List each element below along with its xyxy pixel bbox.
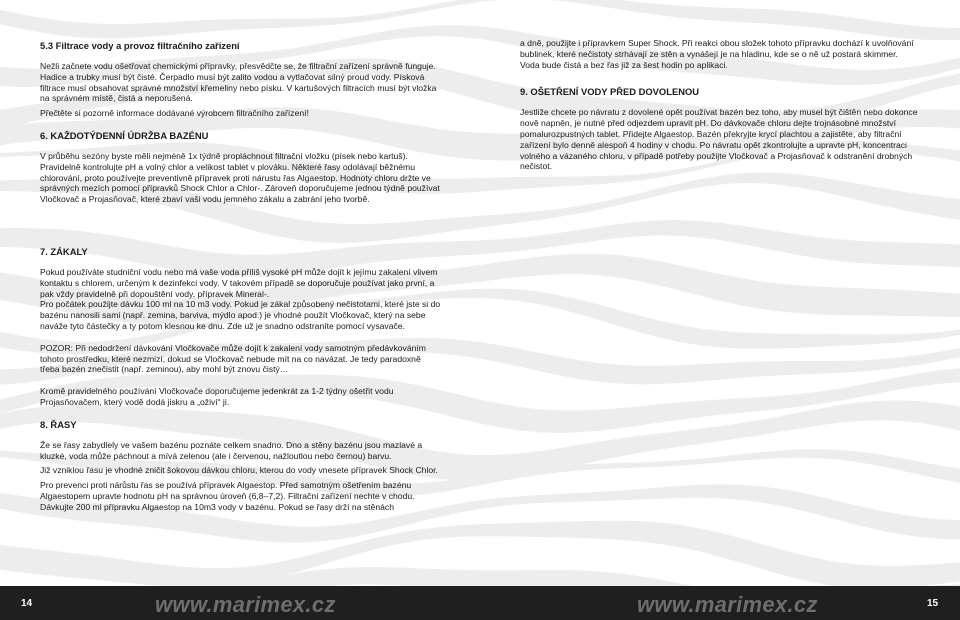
section-5-3-paragraph-2: Přečtěte si pozorně informace dodávané výrobcem filtračního zařízení! (40, 108, 309, 119)
section-5-3-paragraph-1: Nežli začnete vodu ošetřovat chemickými přípravky, přesvědčte se, že filtrační zařízení správně funguje. Hadice a trubky musí být čisté. Čerpadlo musí být zalito vodou a vytlačovat silný proud vody. Písková filtrace musí obsahovat správné množství křemeliny nebo písku. V kartušových filtracích musí být vložka na správném místě, čistá a neporušená. (40, 61, 437, 104)
section-8-continuation: a dně, použijte i přípravkem Super Shock. Při reakci obou složek tohoto přípravku dochází k uvolňování bublinek, které nečistoty strhávají ze stěn a vynášejí je na hladinu, kde se o ně už postará skimmer. Voda bude čistá a bez řas již za šest hodin po aplikaci. (520, 38, 914, 70)
section-7-paragraph-2: Pro počátek použijte dávku 100 ml na 10 m3 vody. Pokud je zákal způsobený nečistotami, které jste si do bazénu nanosili sami (např. zemina, barviva, mýdlo apod.) je vhodné použít Vločkovač, který na sebe naváže tyto částečky a ty potom klesnou ke dnu. Zde už je snadno odstraníte pomocí vysavače. (40, 299, 441, 331)
page-number-right: 15 (927, 598, 939, 609)
section-7-heading: 7. ZÁKALY (40, 246, 88, 257)
section-7-paragraph-3: POZOR: Při nedodržení dávkování Vločkovače může dojít k zakalení vody samotným předávkováním tohoto prostředku, které nezmizí, dokud se Vločkovač nebude mít na co navázat. Je tedy paradoxně třeba bazén znečistit (např. zeminou), aby mohl být znovu čistý… (40, 342, 426, 375)
page-number-left: 14 (21, 598, 33, 609)
section-8-heading: 8. ŘASY (40, 418, 77, 430)
section-7-paragraph-4: Kromě pravidelného používání Vločkovače doporučujeme jedenkrát za 1-2 týdny ošetřit vodu Projasňovačem, který vodě dodá jiskru a „oživí“ ji. (40, 386, 394, 407)
section-8-paragraph-2: Již vzniklou řasu je vhodné zničit šokovou dávkou chloru, kterou do vody vnesete přípravek Shock Chlor. (40, 465, 438, 476)
website-url-right: www.marimex.cz (637, 592, 818, 617)
right-column (520, 38, 918, 183)
section-9-paragraph-1: Jestliže chcete po návratu z dovolené opět používat bazén bez toho, aby musel být čištěn nebo dokonce nově napněn, je nutné před odjezdem upravit pH. Do dávkovače chloru dejte trojnásobné množství pomalurozpustných tablet. Přidejte Algaestop. Bazén překryjte krycí plachtou a zajistěte, aby filtrační zařízení bylo denně alespoň 4 hodiny v chodu. Po návratu opět zkontrolujte a upravte pH, koncentraci volného a vázaného chloru, v případě potřeby použijte Vločkovač a Projasňovač k odstranění drobných nečistot. (520, 107, 918, 172)
section-6-heading: 6. KAŽDOTÝDENNÍ ÚDRŽBA BAZÉNU (40, 129, 209, 141)
section-7-paragraph-1: Pokud používáte studniční vodu nebo má vaše voda příliš vysoké pH může dojít k jejímu zakalení vlivem kontaktu s chlorem, určeným k dezinfekci vody. V takovém případě se doporučuje používat jako první, a pak vždy pravidelně při dopouštění vody, přípravek Mineral-. (40, 267, 438, 299)
page-footer (0, 586, 960, 620)
section-9-heading: 9. OŠETŘENÍ VODY PŘED DOVOLENOU (520, 86, 700, 98)
lower-left-column (40, 246, 442, 524)
website-url-left: www.marimex.cz (155, 592, 336, 617)
section-6-paragraph-1: V průběhu sezóny byste měli nejméně 1x týdně propláchnout filtrační vložku (písek nebo kartuš). Pravidelně kontrolujte pH a volný chlor a velikost tablet v plováku. Některé řasy odolávají běžnému chlorování, proto používejte preventivně přípravek proti nárustu řas Algaestop. Hodnoty chloru držte ve správných mezích pomocí přípravků Shock Chlor a Chlor-. Zároveň doporučujeme jednou týdně používat Vločkovač a Projasňovač, které zbaví vaši vodu jemného zákalu a zabrání jeho tvorbě. (40, 150, 440, 205)
section-5-3-heading: 5.3 Filtrace vody a provoz filtračního zařízení (40, 40, 240, 51)
section-8-paragraph-3: Pro prevenci proti nárůstu řas se používá přípravek Algaestop. Před samotným ošetřením bazénu Algaestopem upravte hodnotu pH na správnou úroveň (6,8–7,2). Filtrační zařízení nechte v chodu. Dávkujte 200 ml přípravku Algaestop na 10m3 vody v bazénu. Pokud se řasy drží na stěnách (40, 480, 415, 512)
left-column (40, 40, 442, 216)
section-8-paragraph-1: Že se řasy zabydlely ve vašem bazénu poznáte celkem snadno. Dno a stěny bazénu jsou mazlavé a kluzké, voda může páchnout a mívá zelenou (ale i červenou, nažloutlou nebo černou) barvu. (40, 439, 423, 461)
